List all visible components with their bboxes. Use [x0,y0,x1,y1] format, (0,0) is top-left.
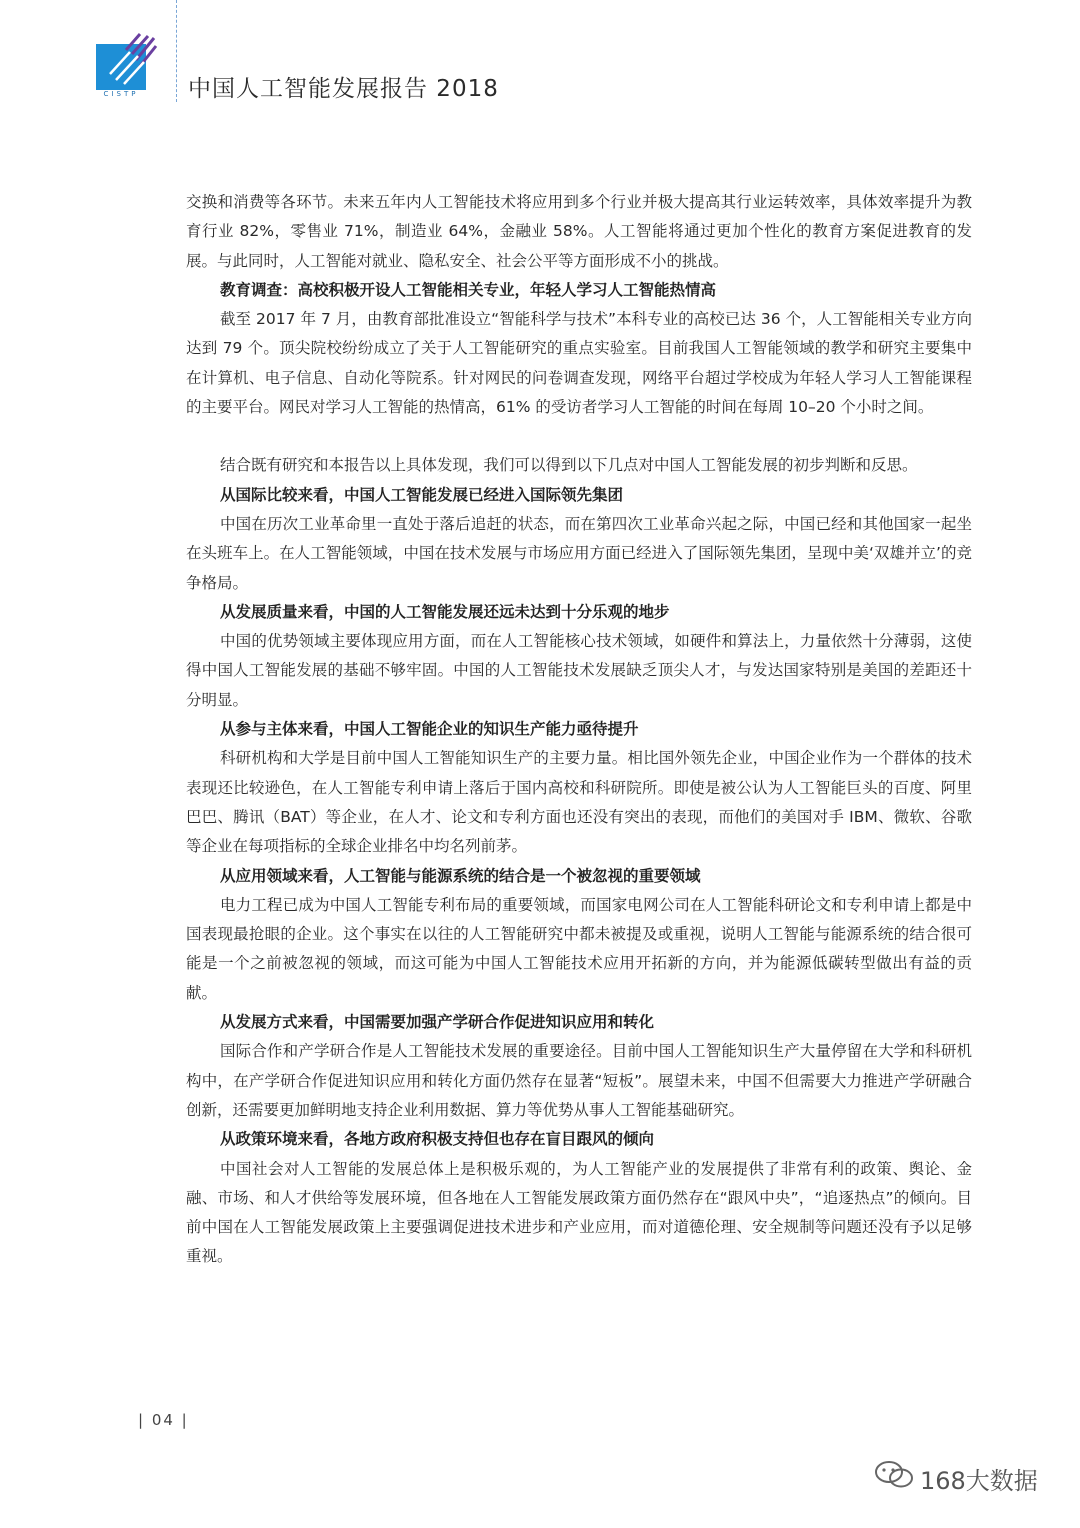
header-divider [176,0,177,102]
section-heading: 从参与主体来看，中国人工智能企业的知识生产能力亟待提升 [220,720,639,739]
page-number: | 04 | [138,1411,189,1429]
wechat-icon [874,1460,914,1496]
section-heading: 从发展质量来看，中国的人工智能发展还远未达到十分乐观的地步 [220,602,670,621]
section-spacer [186,422,972,451]
section-body: 中国社会对人工智能的发展总体上是积极乐观的，为人工智能产业的发展提供了非常有利的政策、舆论、金融、市场、和人才供给等发展环境，但各地在人工智能发展政策方面仍然存在“跟风中央”，“追逐热点”的倾向。目前中国在人工智能发展政策上主要强调促进技术进步和产业应用，而对道德伦理、安全规制等问题还没有予以足够重视。 [186,1159,972,1266]
intro-continuation: 交换和消费等各环节。未来五年内人工智能技术将应用到多个行业并极大提高其行业运转效率，具体效率提升为教育行业 82%，零售业 71%，制造业 64%，金融业 58%。人工智能将通过更加个性化的教育方案促进教育的发展。与此同时，人工智能对就业、隐私安全、社会公平等方面形成不小的挑战。 [186,193,972,270]
section-heading: 从发展方式来看，中国需要加强产学研合作促进知识应用和转化 [220,1013,655,1032]
cistp-logo [96,28,158,98]
section-heading: 从国际比较来看，中国人工智能发展已经进入国际领先集团 [220,485,624,504]
logo-stripes-icon [96,28,158,90]
section-body: 电力工程已成为中国人工智能专利布局的重要领域，而国家电网公司在人工智能科研论文和专利申请上都是中国表现最抢眼的企业。这个事实在以往的人工智能研究中都未被提及或重视，说明人工智能与能源系统的结合很可能是一个之前被忽视的领域，而这可能为中国人工智能技术应用开拓新的方向，并为能源低碳转型做出有益的贡献。 [186,895,972,1002]
edu-paragraph: 截至 2017 年 7 月，由教育部批准设立“智能科学与技术”本科专业的高校已达 36 个，人工智能相关专业方向达到 79 个。顶尖院校纷纷成立了关于人工智能研究的重点实验室。目前我国人工智能领域的教学和研究主要集中在计算机、电子信息、自动化等院系。针对网民的问卷调查发现，网络平台超过学校成为年轻人学习人工智能课程的主要平台。网民对学习人工智能的热情高，61% 的受访者学习人工智能的时间在每周 10–20 个小时之间。 [186,310,972,417]
section-heading: 从政策环境来看，各地方政府积极支持但也存在盲目跟风的倾向 [220,1130,655,1149]
section-heading: 从应用领域来看，人工智能与能源系统的结合是一个被忽视的重要领域 [220,866,701,885]
section-body: 中国的优势领域主要体现应用方面，而在人工智能核心技术领域，如硬件和算法上，力量依然十分薄弱，这使得中国人工智能发展的基础不够牢固。中国的人工智能技术发展缺乏顶尖人才，与发达国家特别是美国的差距还十分明显。 [186,632,972,709]
edu-heading: 教育调查：高校积极开设人工智能相关专业，年轻人学习人工智能热情高 [220,280,717,299]
report-title: 中国人工智能发展报告 2018 [188,76,499,102]
watermark-text: 168大数据 [920,1466,1038,1495]
watermark [874,1460,1038,1496]
summary-intro: 结合既有研究和本报告以上具体发现，我们可以得到以下几点对中国人工智能发展的初步判断和反思。 [220,456,918,475]
page-content [186,188,972,1272]
section-body: 国际合作和产学研合作是人工智能技术发展的重要途径。目前中国人工智能知识生产大量停留在大学和科研机构中，在产学研合作促进知识应用和转化方面仍然存在显著“短板”。展望未来，中国不但需要大力推进产学研融合创新，还需要更加鲜明地支持企业利用数据、算力等优势从事人工智能基础研究。 [186,1042,972,1119]
logo-text: CISTP [103,90,139,98]
section-body: 科研机构和大学是目前中国人工智能知识生产的主要力量。相比国外领先企业，中国企业作为一个群体的技术表现还比较逊色，在人工智能专利申请上落后于国内高校和科研院所。即使是被公认为人工智能巨头的百度、阿里巴巴、腾讯（BAT）等企业，在人才、论文和专利方面也还没有突出的表现，而他们的美国对手 IBM、微软、谷歌等企业在每项指标的全球企业排名中均名列前茅。 [186,749,972,856]
section-body: 中国在历次工业革命里一直处于落后追赶的状态，而在第四次工业革命兴起之际，中国已经和其他国家一起坐在头班车上。在人工智能领域，中国在技术发展与市场应用方面已经进入了国际领先集团，呈现中美‘双雄并立’的竞争格局。 [186,514,972,592]
